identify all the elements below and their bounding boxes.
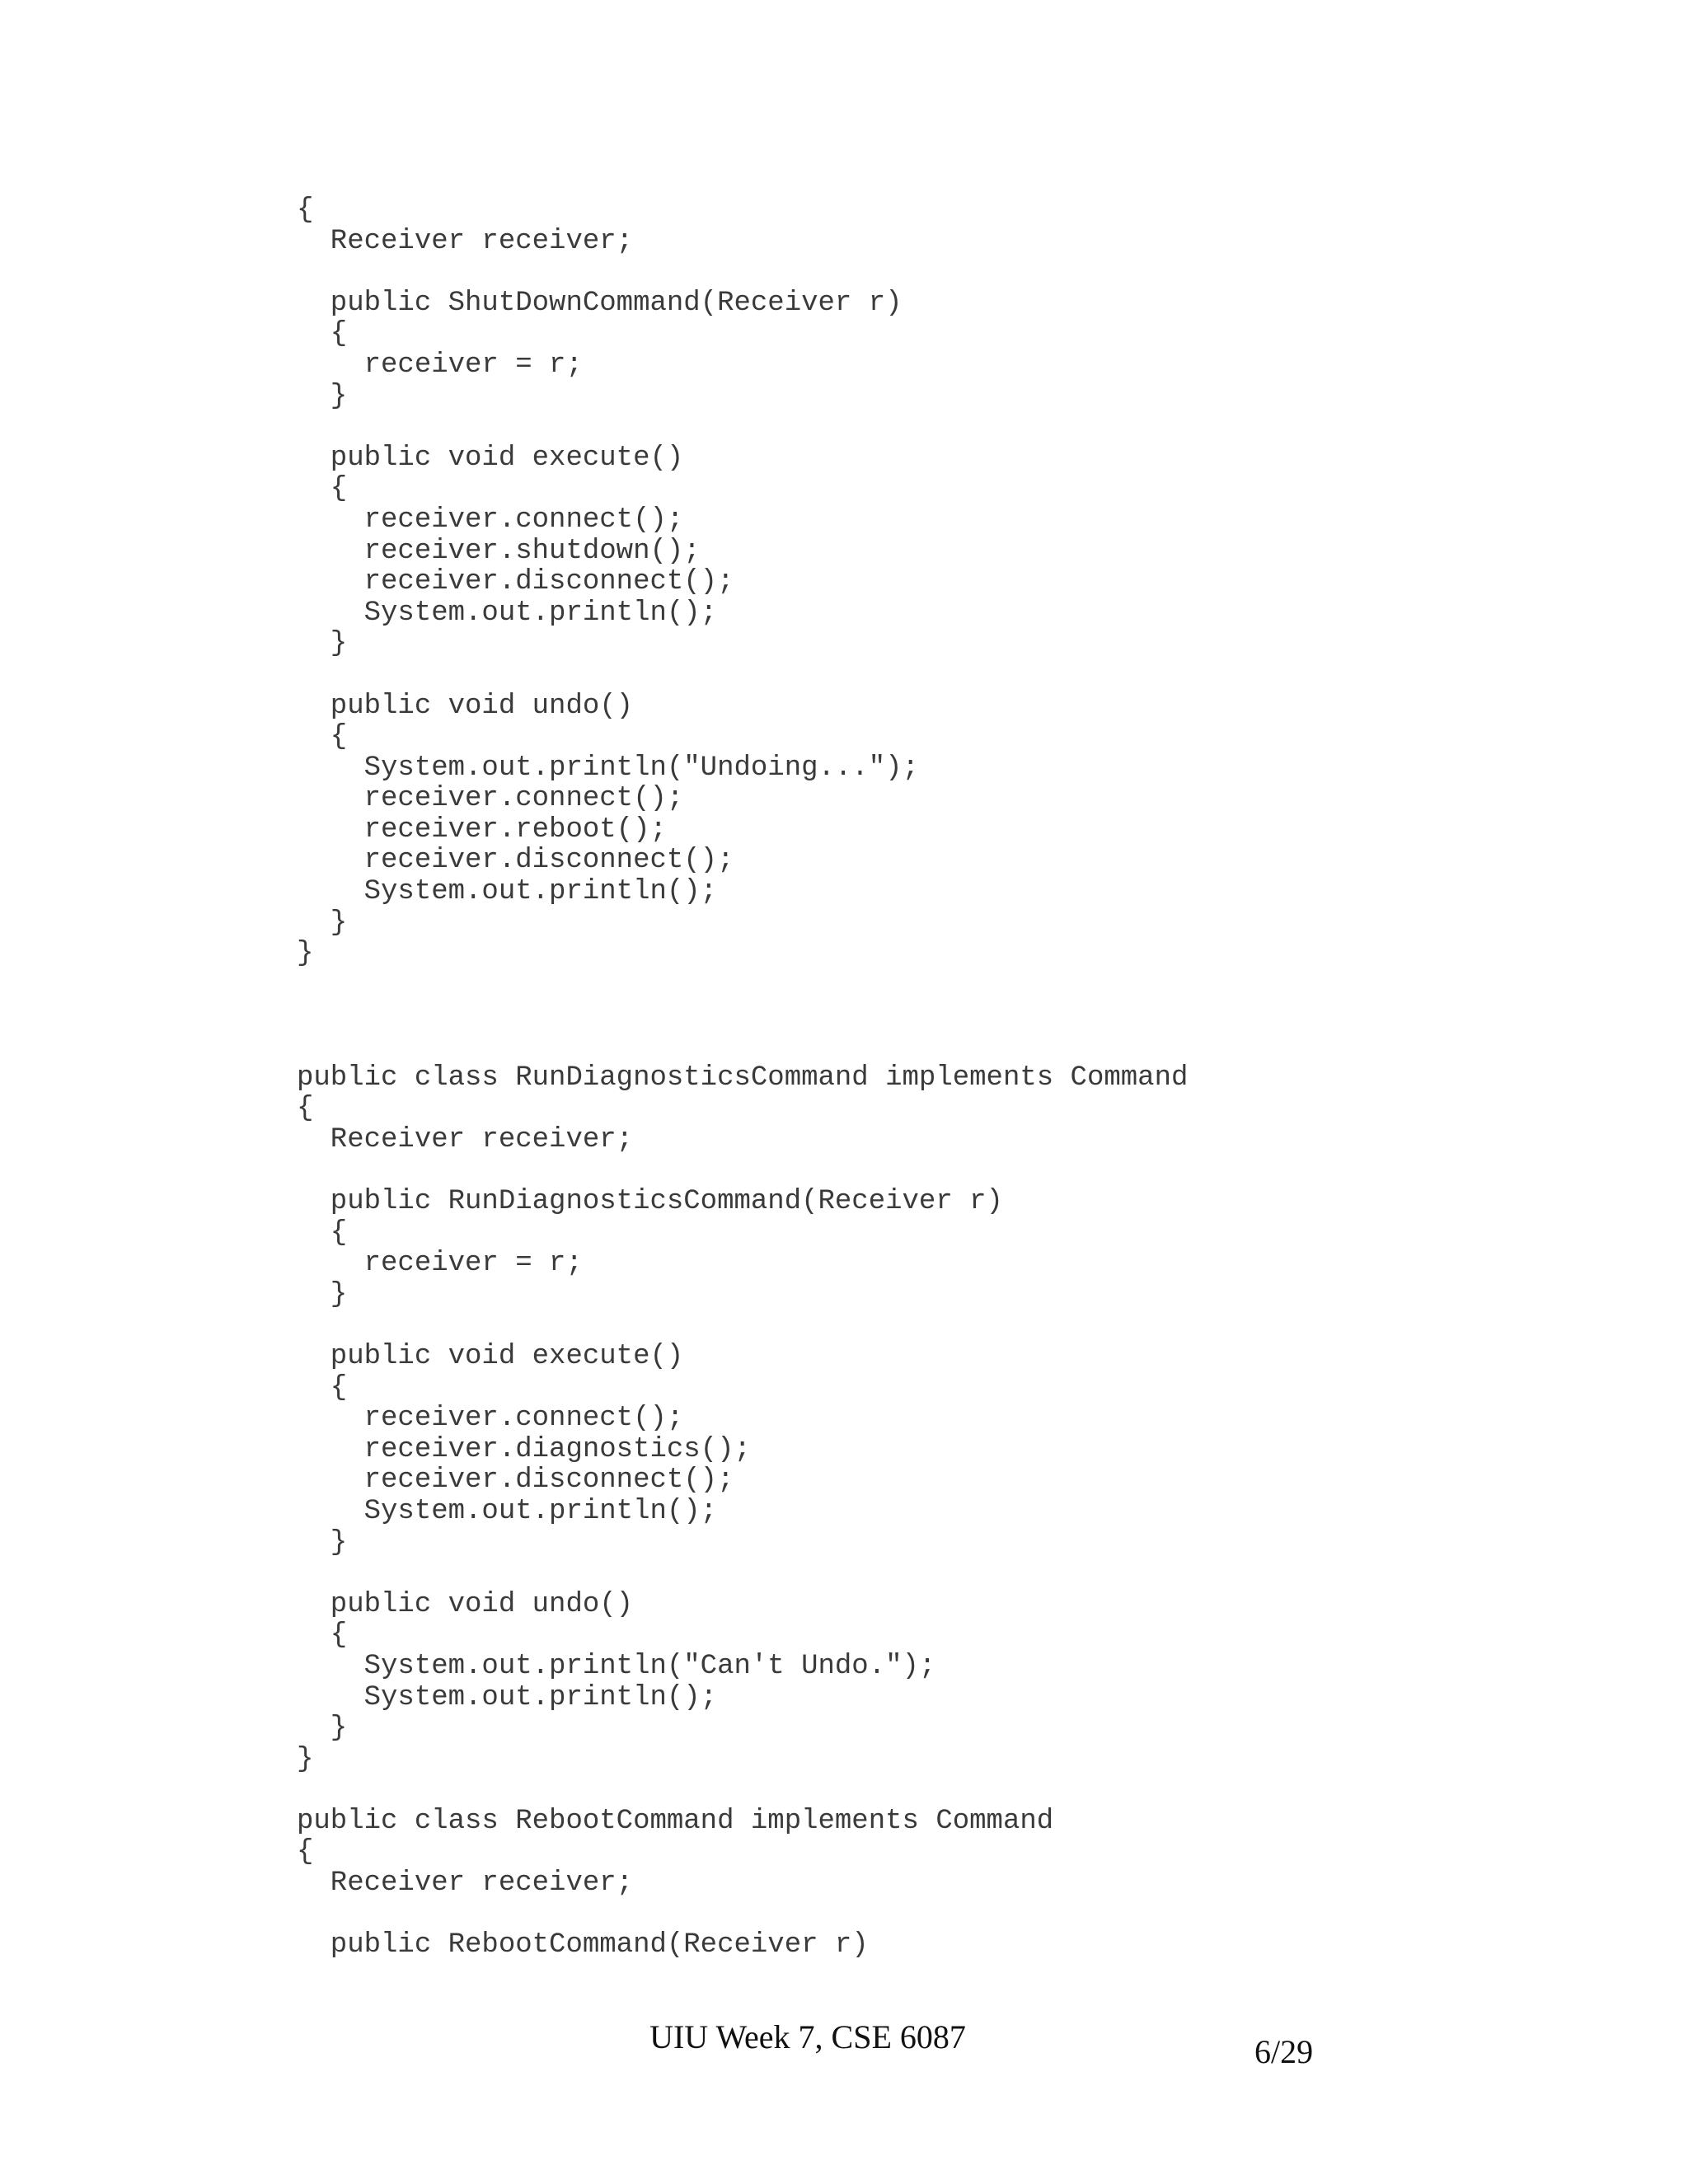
code-line: { — [297, 1836, 314, 1868]
code-line — [297, 1900, 1188, 1931]
code-line: receiver.disconnect(); — [297, 1465, 734, 1497]
code-line: public void undo() — [297, 1588, 634, 1620]
code-line: } — [297, 380, 348, 412]
code-line: public void execute() — [297, 1340, 684, 1372]
code-line: System.out.println(); — [297, 1681, 718, 1713]
code-line: public RebootCommand(Receiver r) — [297, 1929, 869, 1961]
code-line: } — [297, 1526, 348, 1558]
page-number: 6/29 — [1254, 2033, 1314, 2070]
code-line: { — [297, 1093, 314, 1125]
code-line: receiver.disconnect(); — [297, 845, 734, 877]
code-line — [297, 412, 1188, 443]
code-line: receiver.diagnostics(); — [297, 1433, 751, 1465]
code-line: receiver.reboot(); — [297, 813, 667, 846]
code-line: System.out.println(); — [297, 876, 718, 908]
code-line: { — [297, 1371, 348, 1404]
code-line: public void undo() — [297, 690, 634, 722]
code-line: { — [297, 318, 348, 350]
code-line — [297, 257, 1188, 288]
code-line: } — [297, 1743, 314, 1775]
code-line — [297, 970, 1188, 1001]
code-line: Receiver receiver; — [297, 1123, 634, 1155]
code-line: receiver.shutdown(); — [297, 535, 701, 567]
code-line: { — [297, 1216, 348, 1249]
code-line — [297, 660, 1188, 691]
code-line: { — [297, 194, 314, 226]
code-line: System.out.println("Can't Undo."); — [297, 1650, 936, 1682]
code-line: receiver.disconnect(); — [297, 566, 734, 598]
code-line: { — [297, 1619, 348, 1652]
code-line — [297, 1032, 1188, 1063]
code-line: { — [297, 473, 348, 505]
code-line: } — [297, 907, 348, 939]
code-line: { — [297, 721, 348, 753]
code-line: receiver.connect(); — [297, 783, 684, 815]
code-line: Receiver receiver; — [297, 225, 634, 257]
footer-title: UIU Week 7, CSE 6087 — [649, 2018, 966, 2055]
code-line: public RunDiagnosticsCommand(Receiver r) — [297, 1186, 1003, 1217]
code-line — [297, 1310, 1188, 1342]
code-line: public ShutDownCommand(Receiver r) — [297, 287, 903, 319]
code-line: } — [297, 1713, 348, 1745]
code-line: receiver.connect(); — [297, 504, 684, 536]
code-line: System.out.println(); — [297, 597, 718, 629]
code-line: receiver = r; — [297, 1248, 583, 1280]
code-line: Receiver receiver; — [297, 1868, 634, 1900]
code-line: System.out.println("Undoing..."); — [297, 752, 919, 784]
code-line: public void execute() — [297, 442, 684, 474]
code-line: } — [297, 938, 314, 970]
code-line: receiver.connect(); — [297, 1403, 684, 1435]
code-line: public class RunDiagnosticsCommand implements Command — [297, 1062, 1189, 1094]
code-line — [297, 1558, 1188, 1590]
code-line: } — [297, 628, 348, 660]
code-line — [297, 1155, 1188, 1187]
code-line: System.out.println(); — [297, 1495, 718, 1527]
code-line: public class RebootCommand implements Command — [297, 1805, 1054, 1837]
code-line: } — [297, 1278, 348, 1310]
code-line: receiver = r; — [297, 349, 583, 381]
code-line — [297, 1775, 1188, 1807]
code-listing — [297, 195, 1188, 1961]
code-line — [297, 1001, 1188, 1032]
